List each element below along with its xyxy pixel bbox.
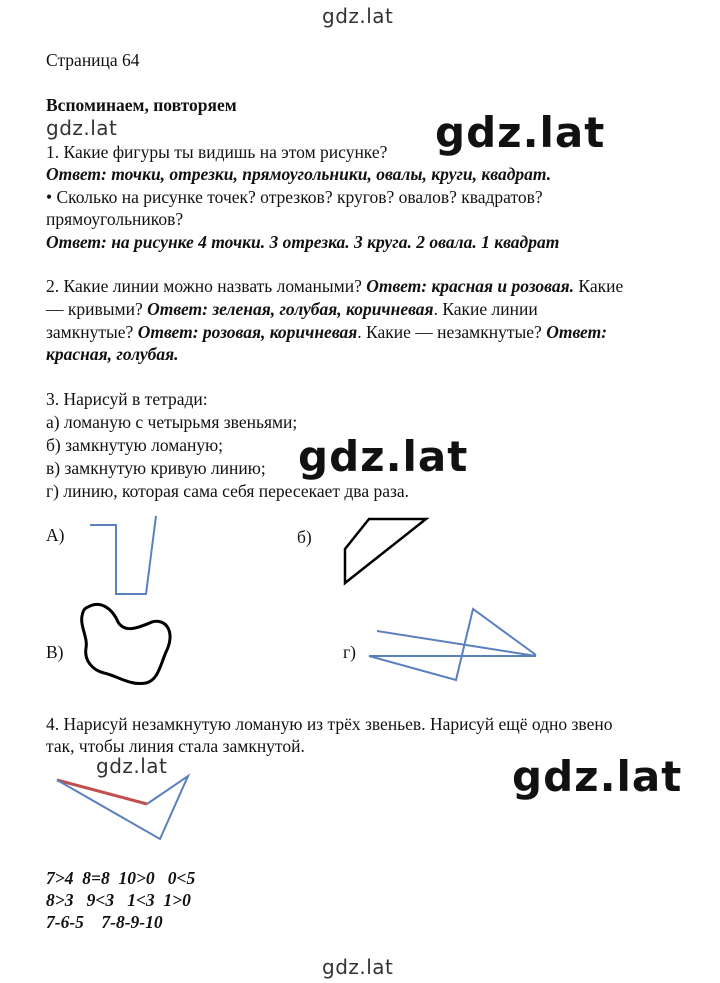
- task2-line1-text: 2. Какие линии можно назвать ломаными?: [46, 276, 367, 296]
- watermark-small-left: gdz.lat: [46, 116, 118, 140]
- task3-item-v: в) замкнутую кривую линию;: [46, 458, 266, 478]
- task1-answer: Ответ: точки, отрезки, прямоугольники, овалы, круги, квадрат.: [46, 164, 552, 184]
- task3-title: 3. Нарисуй в тетради:: [46, 389, 208, 409]
- figure-a-polyline: [90, 516, 156, 594]
- section-title: Вспоминаем, повторяем: [46, 95, 237, 115]
- task1-question: 1. Какие фигуры ты видишь на этом рисунке?: [46, 142, 388, 162]
- figure-g-self-intersecting-line: [369, 609, 536, 680]
- task1-question2-line2: прямоугольников?: [46, 209, 184, 229]
- task2-line3-answer2: Ответ:: [546, 322, 608, 342]
- task2-line4: красная, голубая.: [46, 344, 179, 364]
- task2-line1-answer: Ответ: красная и розовая.: [366, 276, 574, 296]
- task3-item-g: г) линию, которая сама себя пересекает два раза.: [46, 481, 410, 501]
- task4-line1: 4. Нарисуй незамкнутую ломаную из трёх звеньев. Нарисуй ещё одно звено: [46, 714, 613, 734]
- task2-line2-text: — кривыми?: [46, 299, 148, 319]
- task2-line3-answer: Ответ: розовая, коричневая: [137, 322, 358, 342]
- watermark-big-bottom-right: gdz.lat: [512, 752, 683, 801]
- task2-line1-tail: Какие: [574, 276, 624, 296]
- task2-line3-text: замкнутые?: [46, 322, 138, 342]
- task2-line3-tail: . Какие — незамкнутые?: [357, 322, 547, 342]
- figure-label-a: А): [46, 525, 65, 545]
- figure-label-v: В): [46, 642, 64, 662]
- watermark-big-middle: gdz.lat: [298, 432, 469, 481]
- comparison-row-3: 7-6-5 7-8-9-10: [46, 912, 163, 932]
- figure-label-g: г): [343, 642, 357, 662]
- comparison-row-1: 7>4 8=8 10>0 0<5: [46, 868, 196, 888]
- watermark-top: gdz.lat: [322, 4, 394, 28]
- task3-item-b: б) замкнутую ломаную;: [46, 435, 224, 455]
- figure-4-red-link: [57, 780, 147, 804]
- watermark-bottom: gdz.lat: [322, 955, 394, 979]
- task1-question2-line1: • Сколько на рисунке точек? отрезков? кругов? овалов? квадратов?: [46, 187, 543, 207]
- watermark-big-top: gdz.lat: [435, 108, 606, 157]
- figure-b-closed-polyline: [345, 519, 426, 583]
- figure-v-closed-curve: [82, 604, 170, 683]
- figure-label-b: б): [297, 527, 312, 547]
- page-label: Страница 64: [46, 50, 140, 70]
- task4-line2: так, чтобы линия стала замкнутой.: [46, 736, 305, 756]
- task1-answer2: Ответ: на рисунке 4 точки. 3 отрезка. 3 круга. 2 овала. 1 квадрат: [46, 232, 560, 252]
- watermark-small-figure: gdz.lat: [96, 754, 168, 778]
- task2-line2-answer: Ответ: зеленая, голубая, коричневая: [147, 299, 434, 319]
- comparison-row-2: 8>3 9<3 1<3 1>0: [46, 890, 191, 910]
- task2-line2-tail: . Какие линии: [433, 299, 538, 319]
- task3-item-a: а) ломаную с четырьмя звеньями;: [46, 412, 298, 432]
